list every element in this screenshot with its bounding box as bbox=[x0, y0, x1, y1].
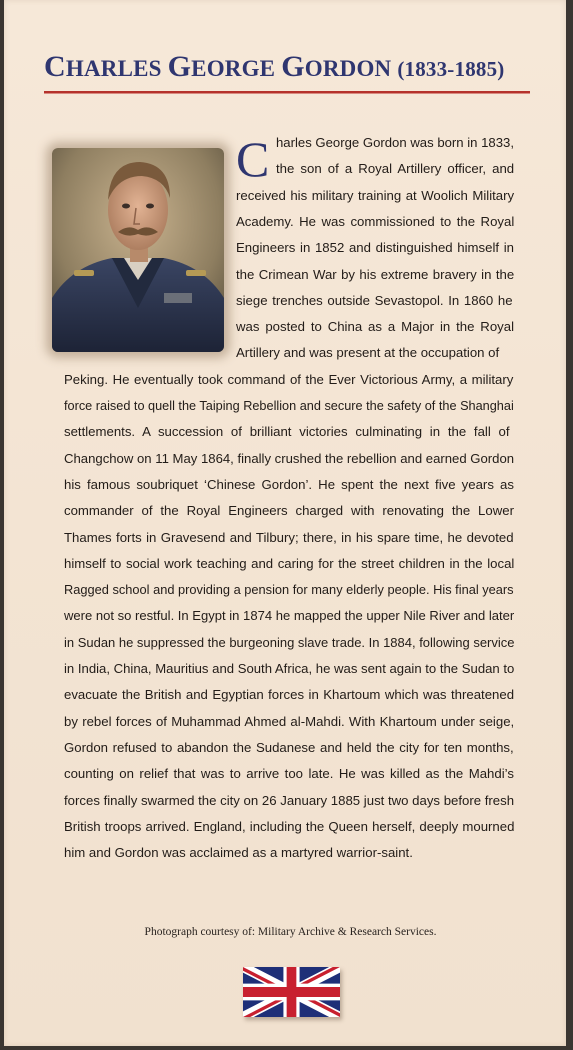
paragraph-line: Gordon refused to abandon the Sudanese and held the city for ten months, bbox=[64, 739, 514, 755]
paragraph-line: siege trenches outside Sevastopol. In 1860 he bbox=[236, 292, 513, 308]
paragraph-line: by rebel forces of Muhammad Ahmed al-Mahdi. With Khartoum under seige, bbox=[64, 713, 515, 729]
photo-credit: Photograph courtesy of: Military Archive & Research Services. bbox=[144, 926, 437, 938]
paragraph-line: in Sudan he suppressed the burgeoning slave trade. In 1884, following service bbox=[64, 634, 515, 650]
title-word-3: ORDON bbox=[304, 56, 392, 81]
paragraph-line: harles George Gordon was born in 1833, bbox=[276, 135, 514, 150]
paragraph-line: received his military training at Woolich Military bbox=[236, 187, 515, 203]
paragraph-line: the Crimean War by his extreme bravery in the bbox=[236, 266, 515, 282]
title-initial-2: G bbox=[167, 50, 192, 83]
information-panel bbox=[4, 0, 566, 1046]
title-word-2: EORGE bbox=[191, 56, 282, 81]
paragraph-line: his famous soubriquet ‘Chinese Gordon’. He spent the next five years as bbox=[64, 476, 514, 492]
title-divider bbox=[44, 91, 530, 93]
title-initial-1: C bbox=[44, 50, 66, 83]
paragraph-line: in India, China, Mauritius and South Africa, he was sent again to the Sudan to bbox=[64, 661, 515, 676]
title-years: (1833-1885) bbox=[397, 57, 505, 81]
paragraph-line: commander of the Royal Engineers charged with renovating the Lower bbox=[64, 503, 514, 519]
paragraph-line: Ragged school and providing a pension for many elderly people. His final years bbox=[64, 582, 514, 598]
paragraph-line: Peking. He eventually took command of the Ever Victorious Army, a military bbox=[64, 371, 514, 387]
paragraph-line: himself to social work teaching and caring for the street children in the local bbox=[64, 555, 515, 571]
paragraph-line: forces finally swarmed the city on 26 January 1885 just two days before fresh bbox=[64, 792, 515, 808]
page-title bbox=[44, 50, 534, 84]
paragraph-line: were not so restful. In Egypt in 1874 he mapped the upper Nile River and later bbox=[64, 608, 515, 624]
paragraph-line: British troops arrived. England, including the Queen herself, deeply mourned bbox=[64, 818, 515, 834]
paragraph-line: was posted to China as a Major in the Royal bbox=[236, 319, 515, 335]
paragraph-line: force raised to quell the Taiping Rebellion and secure the safety of the Shanghai bbox=[64, 398, 514, 413]
paragraph-line: Academy. He was commissioned to the Royal bbox=[236, 213, 515, 229]
paragraph-line: Thames forts in Gravesend and Tilbury; there, in his spare time, he devoted bbox=[64, 529, 514, 545]
union-jack-flag bbox=[243, 967, 340, 1017]
paragraph-line: the son of a Royal Artillery officer, and bbox=[276, 161, 515, 177]
paragraph-line: counting on relief that was to arrive too late. He was killed as the Mahdi’s bbox=[64, 766, 514, 782]
title-word-1: HARLES bbox=[65, 56, 168, 81]
title-initial-3: G bbox=[281, 50, 305, 83]
paragraph-line: him and Gordon was acclaimed as a martyred warrior-saint. bbox=[64, 845, 413, 861]
paragraph-line: settlements. A succession of brilliant victories culminating in the fall of bbox=[64, 424, 510, 440]
paragraph-line: evacuate the British and Egyptian forces in Khartoum which was threatened bbox=[64, 687, 515, 703]
paragraph-line: Changchow on 11 May 1864, finally crushed the rebellion and earned Gordon bbox=[64, 450, 515, 466]
paragraph-line: Artillery and was present at the occupation of bbox=[236, 345, 500, 361]
paragraph-line: Engineers in 1852 and distinguished himself in bbox=[236, 240, 514, 256]
portrait-photo bbox=[52, 148, 224, 352]
drop-cap: C bbox=[236, 131, 270, 187]
